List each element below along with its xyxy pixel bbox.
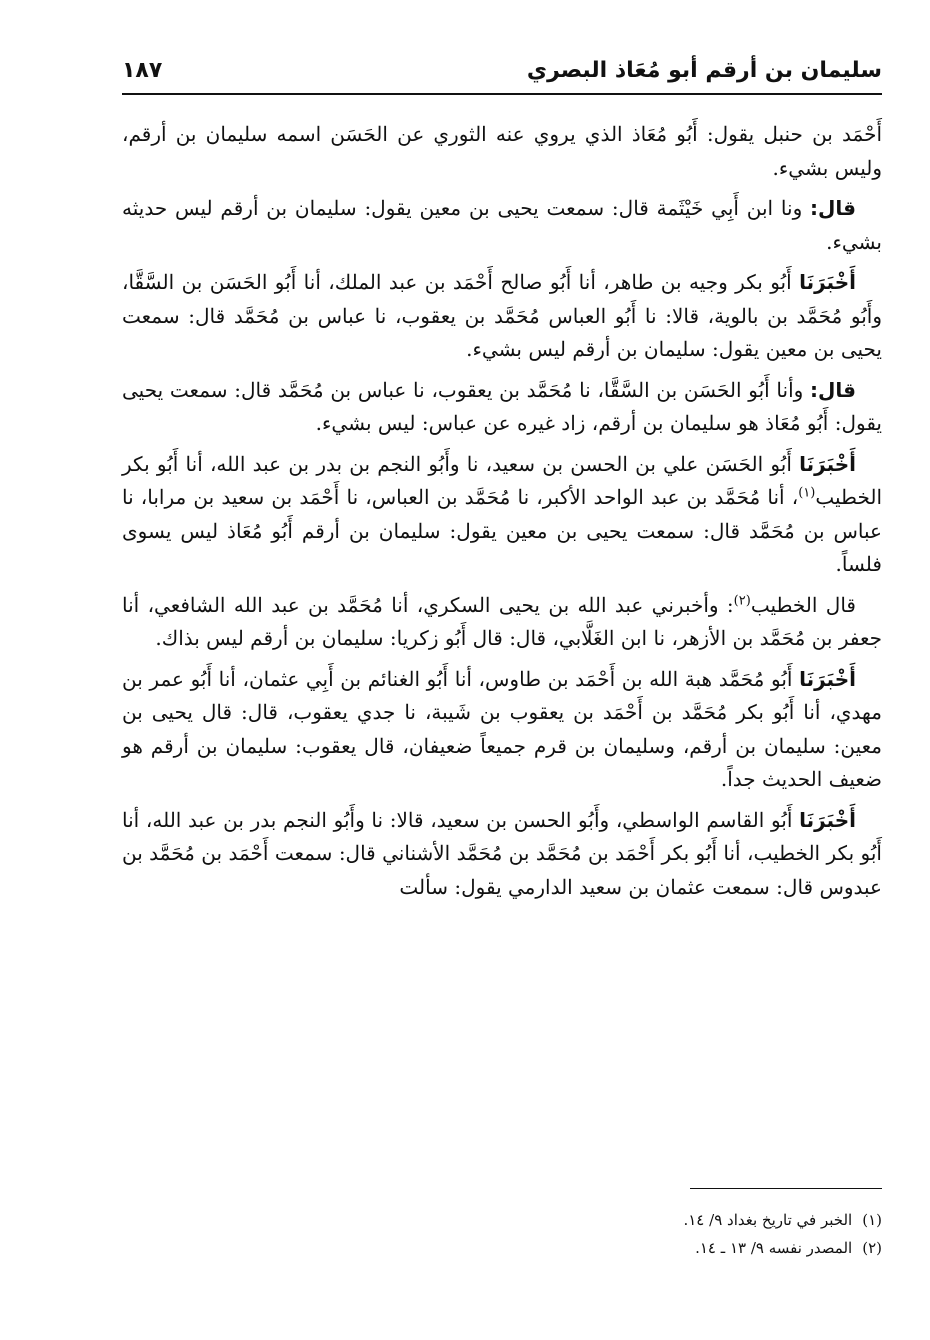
paragraph-6 (122, 589, 882, 656)
footnote-2 (122, 1234, 882, 1262)
paragraph-text: ونا ابن أَبِي خَيْثَمة قال: سمعت يحيى بن معين يقول: سليمان بن أرقم ليس حديثه بشيء. (122, 196, 882, 254)
paragraph-lead: أَخْبَرَنَا (799, 666, 856, 691)
main-text (122, 118, 882, 911)
paragraph-3 (122, 266, 882, 367)
paragraph-text: أَبُو بكر وجيه بن طاهر، أنا أَبُو صالح أَحْمَد بن عبد الملك، أنا أَبُو الحَسَن بن السَّقَّا، وأَبُو مُحَمَّد بن بالوية، قالا: نا أَبُو العباس مُحَمَّد بن يعقوب، نا عباس بن مُحَمَّد قال: سمعت يحيى بن معين يقول: سليمان بن أرقم ليس بشيء. (122, 270, 882, 361)
paragraph-7 (122, 663, 882, 797)
paragraph-lead: أَخْبَرَنَا (799, 270, 856, 294)
footnote-number: (١) (862, 1211, 882, 1229)
header-title: سليمان بن أرقم أبو مُعَاذ البصري (526, 58, 882, 83)
paragraph-text: ، أنا مُحَمَّد بن عبد الواحد الأكبر، نا مُحَمَّد بن العباس، نا أَحْمَد بن سعيد بن مرابا، نا عباس بن مُحَمَّد قال: سمعت يحيى بن معين يقول: سليمان بن أرقم أَبُو مُعَاذ ليس يسوى فلساً. (122, 485, 882, 576)
running-header (122, 52, 882, 92)
paragraph-1 (122, 118, 882, 185)
header-divider (122, 93, 882, 95)
footnote-ref-1[interactable]: (١) (798, 485, 816, 501)
paragraph-text: قال الخطيب (750, 592, 856, 617)
paragraph-text: : وأخبرني عبد الله بن يحيى السكري، أنا مُحَمَّد بن عبد الله الشافعي، أنا جعفر بن مُحَمَّد بن الأزهر، نا ابن الغَلَّابي، قال: قال أَبُو زكريا: سليمان بن أرقم ليس بذاك. (122, 592, 882, 650)
paragraph-text: أَبُو القاسم الواسطي، وأَبُو الحسن بن سعيد، قالا: نا وأَبُو النجم بدر بن عبد الله، أنا أَبُو بكر الخطيب، أنا أَبُو بكر أَحْمَد بن مُحَمَّد بن مُحَمَّد الأشناني قال: سمعت أَحْمَد بن مُحَمَّد بن عبدوس قال: سمعت عثمان بن سعيد الدارمي يقول: سألت (122, 807, 882, 899)
footnote-number: (٢) (862, 1239, 882, 1257)
paragraph-lead: قال: (810, 196, 856, 220)
footnote-divider (690, 1188, 882, 1189)
paragraph-5 (122, 448, 882, 582)
paragraph-text: أَبُو الحَسَن علي بن الحسن بن سعيد، نا وأَبُو النجم بن بدر بن عبد الله، أنا أَبُو بكر الخطيب (122, 451, 882, 509)
page-number: ١٨٧ (122, 58, 163, 83)
paragraph-2 (122, 192, 882, 259)
paragraph-lead: أَخْبَرَنَا (799, 451, 857, 476)
paragraph-text: وأنا أَبُو الحَسَن بن السَّقَّا، نا مُحَمَّد بن يعقوب، نا عباس بن مُحَمَّد قال: سمعت يحيى يقول: أَبُو مُعَاذ هو سليمان بن أرقم، زاد غيره عن عباس: ليس بشيء. (122, 377, 882, 435)
paragraph-lead: قال: (810, 377, 856, 402)
paragraph-8 (122, 804, 882, 905)
footnote-text: المصدر نفسه ٩/ ١٣ ـ ١٤. (695, 1239, 853, 1257)
paragraph-text: أَحْمَد بن حنبل يقول: أَبُو مُعَاذ الذي يروي عنه الثوري عن الحَسَن اسمه سليمان بن أرقم، وليس بشيء. (122, 122, 882, 180)
paragraph-4 (122, 374, 882, 441)
footnote-text: الخبر في تاريخ بغداد ٩/ ١٤. (683, 1211, 853, 1229)
paragraph-text: أَبُو مُحَمَّد هبة الله بن أَحْمَد بن طاوس، أنا أَبُو الغنائم بن أَبِي عثمان، أنا أَبُو عمر بن مهدي، أنا أَبُو بكر مُحَمَّد بن أَحْمَد بن يعقوب بن شَيبة، نا جدي يعقوب، قال: قال يحيى بن معين: سليمان بن أرقم، وسليمان بن قرم جميعاً ضعيفان، قال يعقوب: سليمان بن أرقم هو ضعيف الحديث جداً. (122, 666, 882, 791)
footnote-1 (122, 1206, 882, 1234)
paragraph-lead: أَخْبَرَنَا (799, 807, 856, 832)
footnotes (122, 1206, 882, 1262)
footnote-ref-2[interactable]: (٢) (733, 592, 751, 608)
